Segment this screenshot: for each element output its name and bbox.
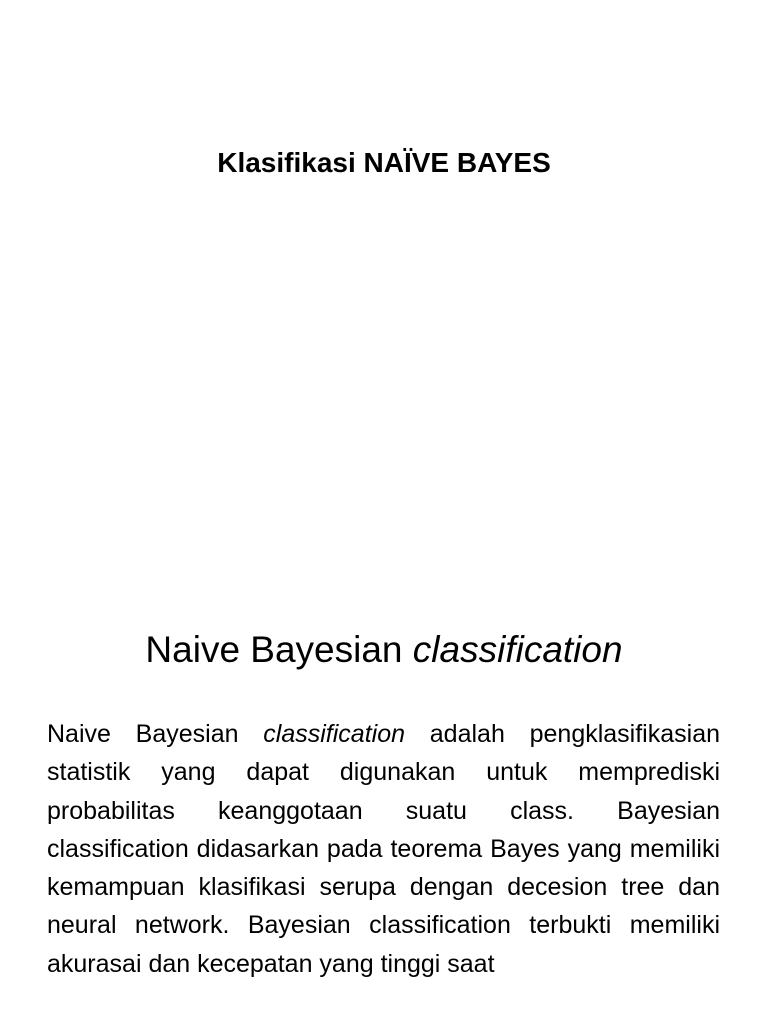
slide-title: Klasifikasi NAÏVE BAYES <box>217 147 551 178</box>
body-intro: Naive Bayesian <box>47 720 264 748</box>
section-heading-italic: classification <box>412 629 623 670</box>
section-heading-plain: Naive Bayesian <box>145 629 413 670</box>
slide-2 <box>0 600 768 1024</box>
section-heading <box>0 625 768 675</box>
body-italic-term: classification <box>263 720 406 748</box>
body-paragraph <box>47 715 720 983</box>
body-rest: adalah pengklasifikasian statistik yang dapat digunakan untuk memprediski probabilitas keanggotaan suatu class. Bayesian classification didasarkan pada teorema Bayes yang memiliki kemampuan klasifikasi serupa dengan decesion tree dan neural network. Bayesian classification terbukti memiliki akurasai dan kecepatan yang tinggi saat <box>47 720 720 978</box>
